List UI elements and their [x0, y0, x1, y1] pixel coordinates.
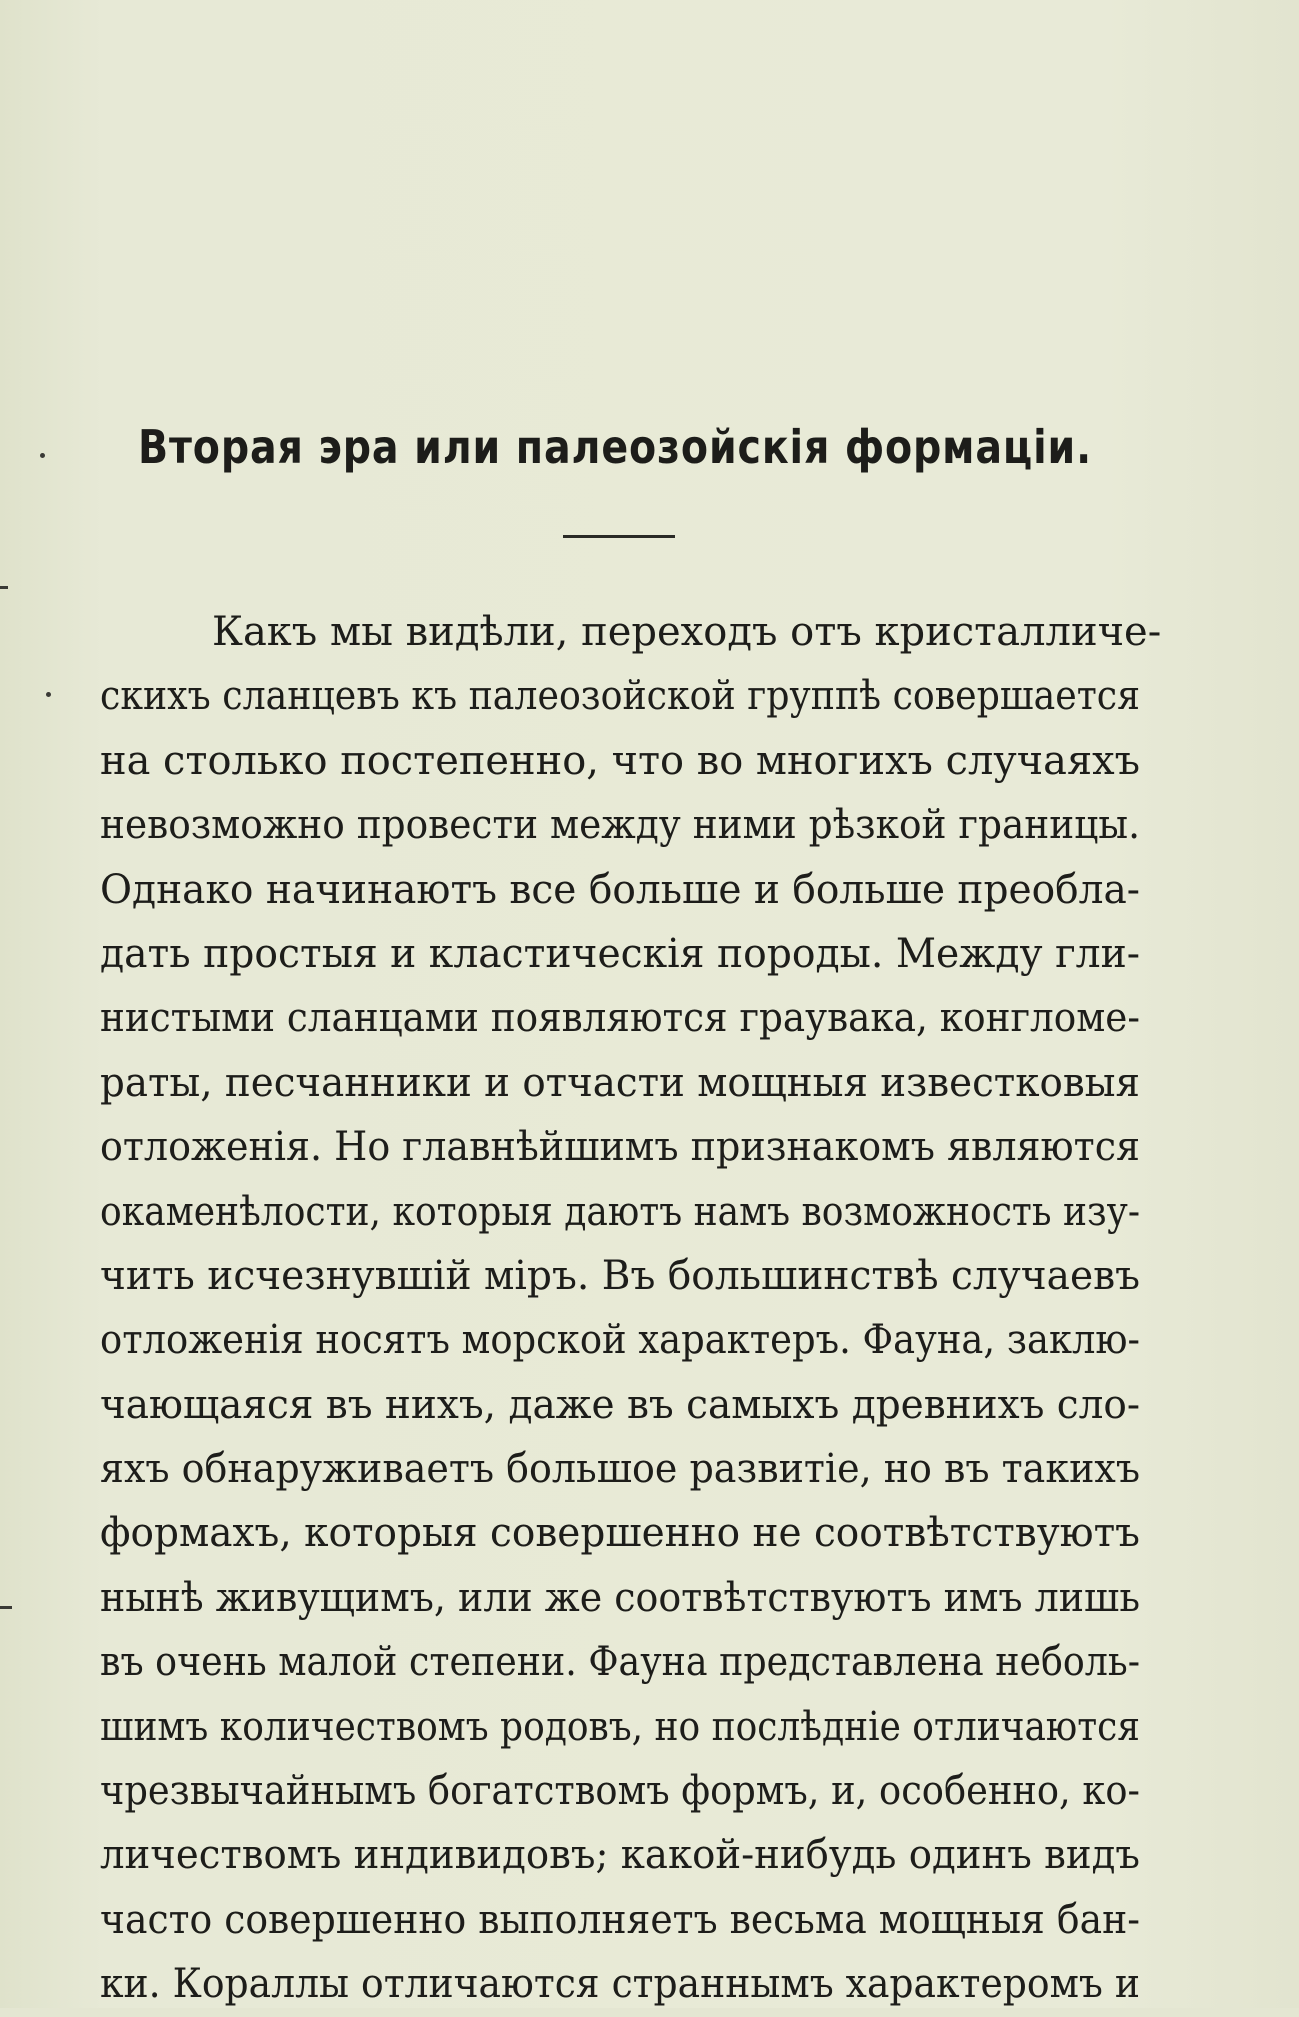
text-line: въ очень малой степени. Фауна представлена неболь-: [100, 1639, 1140, 1686]
text-line: формахъ, которыя совершенно не соотвѣтствуютъ: [100, 1510, 1140, 1557]
text-line: невозможно провести между ними рѣзкой границы.: [100, 802, 1140, 849]
margin-tick: [0, 1606, 12, 1609]
text-line: часто совершенно выполняетъ весьма мощныя бан-: [100, 1896, 1140, 1943]
text-line: окаменѣлости, которыя даютъ намъ возможность изу-: [100, 1188, 1140, 1235]
margin-speck: [40, 453, 45, 458]
heading-rule: [563, 535, 675, 538]
margin-speck: [46, 692, 51, 697]
text-line: скихъ сланцевъ къ палеозойской группѣ совершается: [100, 673, 1140, 720]
text-line: чающаяся въ нихъ, даже въ самыхъ древнихъ сло-: [100, 1381, 1140, 1428]
text-line: на столько постепенно, что во многихъ случаяхъ: [100, 737, 1140, 784]
chapter-heading: Вторая эра или палеозойскія формаціи.: [137, 420, 1093, 474]
margin-tick: [0, 586, 8, 589]
text-line: Однако начинаютъ все больше и больше преобла-: [100, 866, 1140, 913]
text-line: дать простыя и кластическія породы. Между гли-: [100, 930, 1140, 977]
text-line: яхъ обнаруживаетъ большое развитіе, но въ такихъ: [100, 1446, 1140, 1493]
text-line: раты, песчанники и отчасти мощныя известковыя: [100, 1059, 1140, 1106]
text-line: отложенія носятъ морской характеръ. Фауна, заклю-: [100, 1317, 1140, 1364]
text-line: личествомъ индивидовъ; какой-нибудь одинъ видъ: [100, 1832, 1140, 1879]
text-line: нистыми сланцами появляются граувака, конгломе-: [100, 995, 1140, 1042]
body-paragraph: [100, 600, 1162, 2017]
text-line: отложенія. Но главнѣйшимъ признакомъ являются: [100, 1124, 1140, 1171]
text-line: Какъ мы видѣли, переходъ отъ кристалличе-: [212, 609, 1162, 655]
text-line: нынѣ живущимъ, или же соотвѣтствуютъ имъ лишь: [100, 1574, 1140, 1621]
text-line: ки. Кораллы отличаются страннымъ характеромъ и: [100, 1961, 1140, 2008]
text-line: чрезвычайнымъ богатствомъ формъ, и, особенно, ко-: [100, 1768, 1140, 1815]
text-line: шимъ количествомъ родовъ, но послѣдніе отличаются: [100, 1703, 1140, 1750]
text-line: чить исчезнувшій міръ. Въ большинствѣ случаевъ: [100, 1252, 1140, 1299]
